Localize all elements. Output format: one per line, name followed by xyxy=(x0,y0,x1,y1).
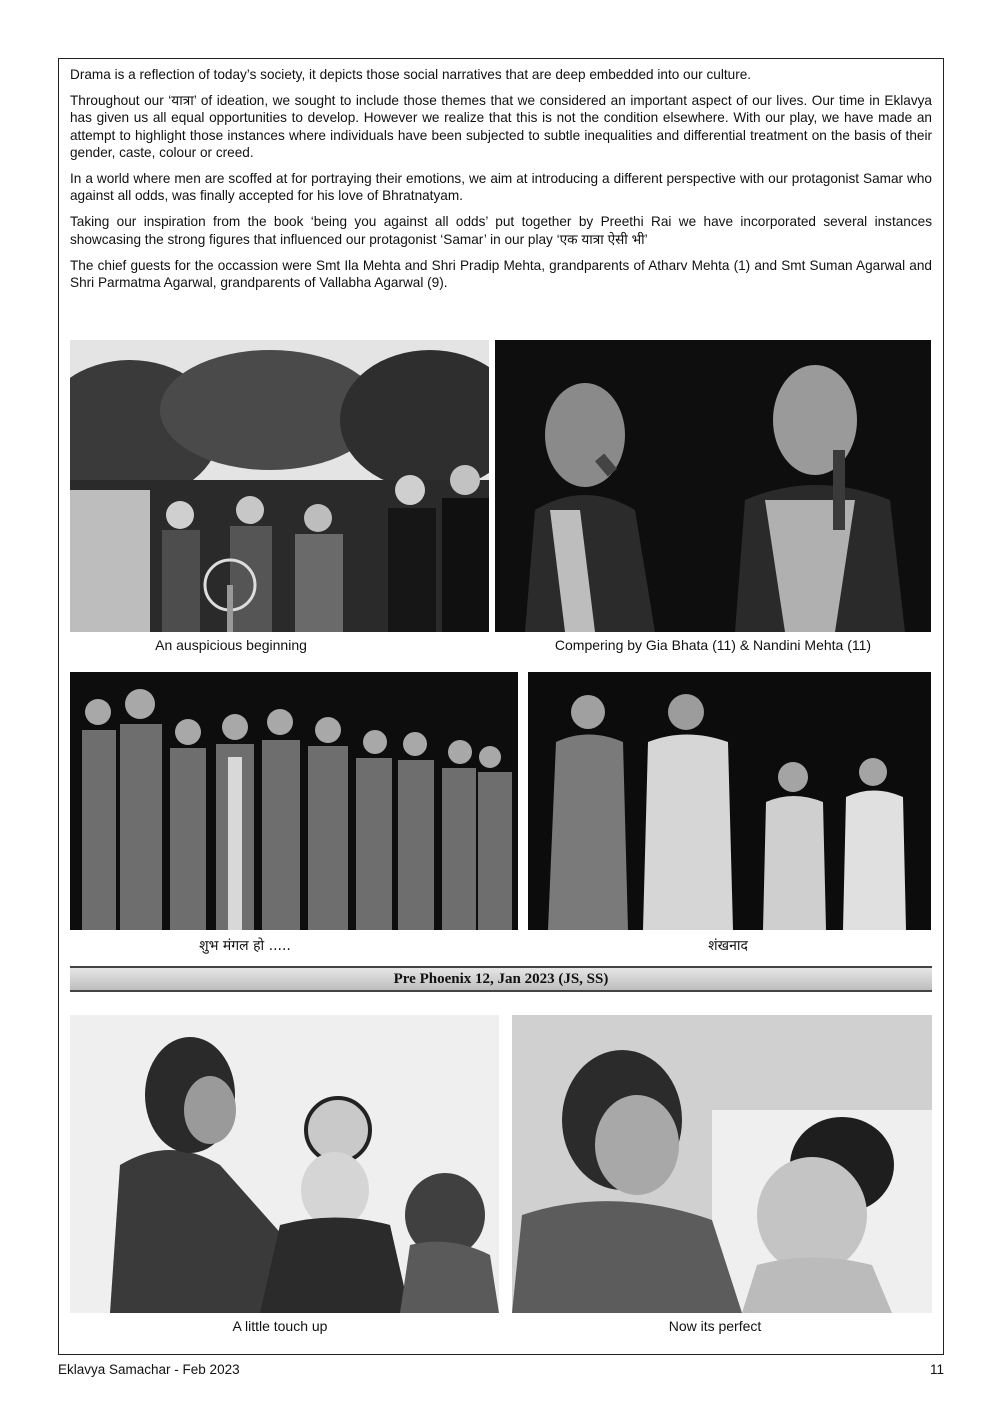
article-text xyxy=(70,66,932,300)
photo-compering xyxy=(495,340,931,632)
paragraph-5: The chief guests for the occassion were Smt Ila Mehta and Shri Pradip Mehta, grandparents of Atharv Mehta (1) and Smt Suman Agarwal and Shri Parmatma Agarwal, grandparents of Vallabha Agarwal (9). xyxy=(70,257,932,291)
caption-photo-4: शंखनाद xyxy=(708,938,748,954)
caption-photo-2: Compering by Gia Bhata (11) & Nandini Mehta (11) xyxy=(554,637,872,653)
paragraph-4: Taking our inspiration from the book ‘being you against all odds’ put together by Preethi Rai we have incorporated several instances showcasing the strong figures that influenced our protagonist ‘Samar’ in our play ‘एक यात्रा ऐसी भी’ xyxy=(70,214,932,247)
photo-lamp-lighting xyxy=(70,340,489,632)
caption-photo-5: A little touch up xyxy=(232,1318,328,1334)
photo-face-painting xyxy=(70,1015,499,1313)
photo-now-perfect xyxy=(512,1015,932,1313)
footer-page-number: 11 xyxy=(929,1362,944,1377)
photo-shankhnaad xyxy=(528,672,931,930)
paragraph-3: In a world where men are scoffed at for portraying their emotions, we aim at introducing a different perspective with our protagonist Samar who against all odds, was finally accepted for his love of Bhratnatyam. xyxy=(70,171,932,204)
caption-photo-1: An auspicious beginning xyxy=(155,637,307,653)
caption-photo-3: शुभ मंगल हो ..... xyxy=(199,938,291,954)
footer-publication: Eklavya Samachar - Feb 2023 xyxy=(58,1362,240,1377)
paragraph-2: Throughout our ‘यात्रा’ of ideation, we sought to include those themes that we considered an important aspect of our lives. Our time in Eklavya has given us all equal opportunities to develop. However we realize that this is not the condition elsewhere. With our play, we have made an attempt to highlight those instances where individuals have been subjected to subtle inequalities and differential treatment on the basis of their gender, caste, colour or creed. xyxy=(70,93,932,160)
paragraph-1: Drama is a reflection of today’s society, it depicts those social narratives that are deep embedded into our culture. xyxy=(70,67,752,82)
photo-choir xyxy=(70,672,518,930)
section-banner: Pre Phoenix 12, Jan 2023 (JS, SS) xyxy=(70,966,932,992)
caption-photo-6: Now its perfect xyxy=(668,1318,762,1334)
